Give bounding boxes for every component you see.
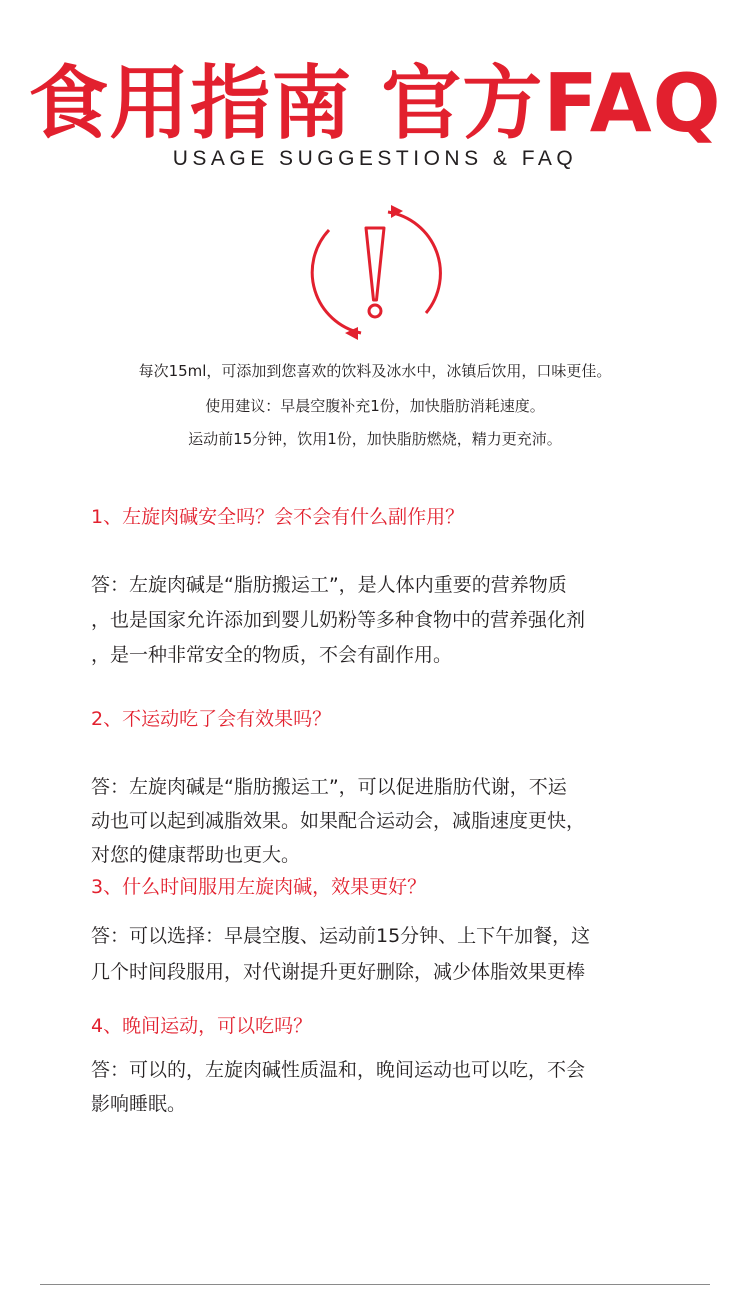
faq-question: 4、晚间运动，可以吃吗？ (91, 1015, 313, 1037)
answer-line: 影响睡眠。 (91, 1093, 187, 1115)
faq-answer (91, 770, 681, 872)
answer-line: 答：可以选择：早晨空腹、运动前15分钟、上下午加餐，这 (91, 925, 591, 947)
faq-question: 3、什么时间服用左旋肉碱，效果更好？ (91, 876, 427, 898)
answer-line: 答：左旋肉碱是“脂肪搬运工”，是人体内重要的营养物质 (91, 574, 567, 596)
intro-text: 使用建议：早晨空腹补充1份，加快脂肪消耗速度。 (205, 397, 545, 415)
exclamation-refresh-circle-icon (305, 202, 445, 342)
answer-line: 对您的健康帮助也更大。 (91, 844, 301, 866)
faq-question: 2、不运动吃了会有效果吗？ (91, 708, 332, 730)
answer-line: 几个时间段服用，对代谢提升更好删除，减少体脂效果更棒 (91, 961, 586, 983)
page-subtitle: USAGE SUGGESTIONS & FAQ (172, 147, 578, 170)
intro-text: 运动前15分钟，饮用1份，加快脂肪燃烧，精力更充沛。 (188, 430, 562, 448)
faq-answer (91, 1053, 681, 1121)
answer-line: ，是一种非常安全的物质，不会有副作用。 (91, 644, 453, 666)
faq-answer (91, 918, 681, 990)
bottom-divider (40, 1284, 710, 1285)
page-title: 食用指南 官方FAQ (28, 57, 722, 150)
faq-answer (91, 568, 681, 673)
answer-line: 答：可以的，左旋肉碱性质温和，晚间运动也可以吃，不会 (91, 1059, 586, 1081)
intro-text: 每次15ml，可添加到您喜欢的饮料及冰水中，冰镇后饮用，口味更佳。 (138, 362, 612, 380)
answer-line: 动也可以起到减脂效果。如果配合运动会，减脂速度更快， (91, 810, 586, 832)
answer-line: 答：左旋肉碱是“脂肪搬运工”，可以促进脂肪代谢，不运 (91, 776, 567, 798)
answer-line: ，也是国家允许添加到婴儿奶粉等多种食物中的营养强化剂 (91, 609, 586, 631)
faq-question: 1、左旋肉碱安全吗？会不会有什么副作用？ (91, 506, 465, 528)
